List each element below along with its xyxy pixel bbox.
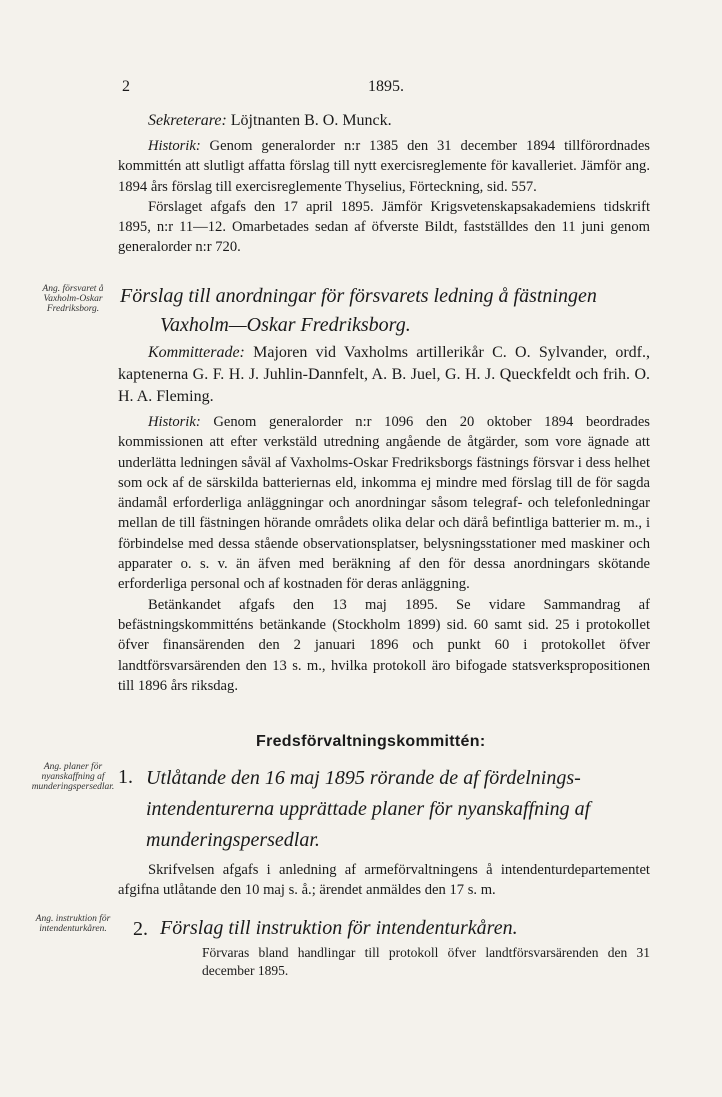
vaxholm-title-line2: Vaxholm—Oskar Fredriksborg. xyxy=(160,314,411,336)
vaxholm-history-label: Historik: xyxy=(148,414,201,430)
item2-body xyxy=(202,944,650,980)
item1-title-line1: Utlåtande den 16 maj 1895 rörande de af fördelnings- xyxy=(146,767,581,789)
secretary-name: Löjtnanten B. O. Munck. xyxy=(226,112,392,129)
secretary-label: Sekreterare: xyxy=(148,112,227,129)
item1-title-line2: intendenturerna upprättade planer för nyanskaffning af xyxy=(146,798,591,820)
margin-note-vaxholm: Ang. försvaret å Vaxholm-Oskar Fredriksborg. xyxy=(42,284,104,314)
item2-title: Förslag till instruktion för intendenturkåren. xyxy=(160,917,518,939)
item1-number: 1. xyxy=(118,766,133,788)
history-paragraph xyxy=(118,136,650,197)
secretary-line xyxy=(118,110,650,132)
vaxholm-title-line1: Förslag till anordningar för försvarets ledning å fästningen xyxy=(120,285,597,307)
margin-note-munderingspersedlar: Ang. planer för nyanskaffning af munderingspersedlar. xyxy=(31,762,115,792)
committee-text: Majoren vid Vaxholms artillerikår C. O. Sylvander, ordf., kaptenerna G. F. H. J. Juhlin-Dannfelt, A. B. Juel, G. H. J. Queckfeldt och frih. O. H. A. Fleming. xyxy=(118,344,650,405)
report-paragraph: Betänkandet afgafs den 13 maj 1895. Se vidare Sammandrag af befästningskommitténs betänkande (Stockholm 1899) sid. 60 samt sid. 25 i protokollet öfver finansärenden den 2 januari 1896 och punkt 60 i protokollet öfver landtförsvarsärenden den 13 s. m., hvilka protokoll äro bifogade statsverkspropositionen till 1896 års riksdag. xyxy=(118,596,650,694)
item1-body xyxy=(118,860,650,901)
section-heading: Fredsförvaltningskommittén: xyxy=(256,733,486,750)
history-text: Genom generalorder n:r 1385 den 31 december 1894 tillförordnades kommittén att slutligt affatta förslag till nytt exercisreglemente för kavalleriet. Jämför ang. 1894 års förslag till exercisreglemente Thyselius, Förteckning, sid. 557. xyxy=(118,138,650,195)
item2-number: 2. xyxy=(133,918,148,940)
vaxholm-entry xyxy=(118,342,650,696)
vaxholm-history-text: Genom generalorder n:r 1096 den 20 oktober 1894 beordrades kommissionen att efter verkstäld utredning angående de åtgärder, som vore ägnade att underlätta ledningen såväl af Vaxholms-Oskar Fredriksborgs fästnings försvar i dess helhet som ock af de särskilda batteriernas eld, inkomma ej mindre med förslag till de för sagda ändamål erforderliga anläggningar och anordningar såsom telegraf- och telefonledningar mellan de till fästningen hörande områdets olika delar och därå befintliga batterier m. m., i förbindelse med dessa stående observationsplatser, belysningsstationer med maskiner och apparater o. s. v. än äfven med beräkning af den för dessa anordningars skötande erforderliga personal och af kostnaden för deras anläggning. xyxy=(118,414,650,593)
history-paragraph-2: Förslaget afgafs den 17 april 1895. Jämför Krigsvetenskapsakademiens tidskrift 1895, n:r 11—12. Omarbetades sedan af öfverste Bildt, fastställdes den 11 juni genom generalorder n:r 720. xyxy=(118,198,650,256)
item1-title-line3: munderingspersedlar. xyxy=(146,829,320,851)
page-number: 2 xyxy=(122,78,130,95)
committee-label: Kommitterade: xyxy=(148,344,245,361)
item2-text: Förvaras bland handlingar till protokoll öfver landtförsvarsärenden den 31 december 1895. xyxy=(202,945,650,978)
running-head-year: 1895. xyxy=(368,78,404,95)
committee-paragraph xyxy=(118,342,650,408)
vaxholm-history-paragraph xyxy=(118,412,650,595)
kavalleri-entry xyxy=(118,110,650,258)
item1-text: Skrifvelsen afgafs i anledning af armeförvaltningens å intendenturdepartementet afgifna utlåtande den 10 maj s. å.; ärendet anmäldes den 17 s. m. xyxy=(118,862,650,899)
margin-note-intendenturkaren: Ang. instruktion för intendenturkåren. xyxy=(35,914,111,934)
history-label: Historik: xyxy=(148,138,201,154)
